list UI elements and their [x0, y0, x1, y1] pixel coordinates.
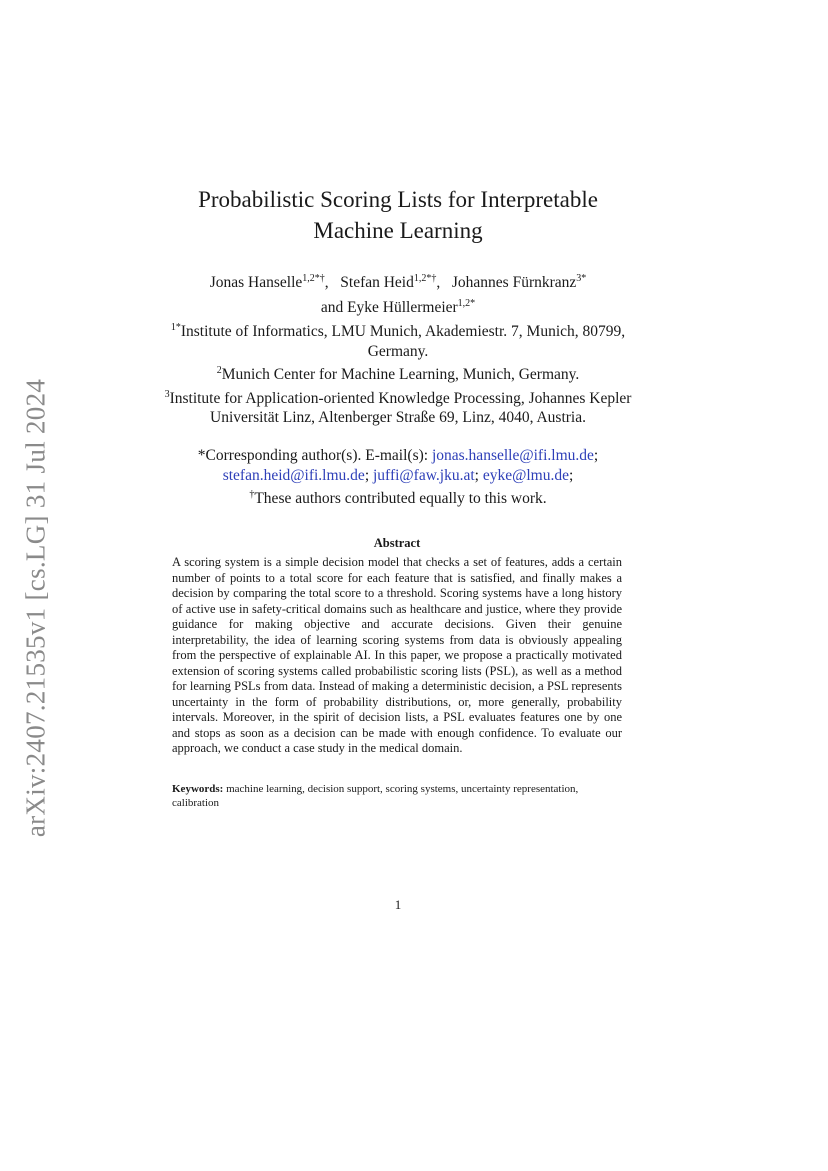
- affiliations: [150, 318, 646, 428]
- paper-title: [130, 184, 666, 246]
- title-line-2: Machine Learning: [313, 218, 483, 243]
- author-name: and Eyke Hüllermeier: [320, 299, 458, 317]
- author-affil-mark: 1,2*†: [302, 273, 325, 284]
- dagger-mark: †: [249, 489, 255, 500]
- page-number: 1: [394, 897, 402, 912]
- affiliation-mark: 1*: [170, 322, 181, 333]
- affiliation-1: [150, 318, 646, 361]
- author-separator: ,: [324, 274, 337, 292]
- affiliation-2: [150, 361, 646, 385]
- affiliation-3: [150, 385, 646, 428]
- affiliation-text: Munich Center for Machine Learning, Munich, Germany.: [221, 366, 580, 384]
- equal-contribution-text: These authors contributed equally to this work.: [254, 490, 547, 508]
- email-link[interactable]: jonas.hanselle@ifi.lmu.de: [431, 447, 594, 464]
- author-name: Jonas Hanselle: [209, 274, 303, 292]
- author-line-2: [130, 293, 666, 318]
- affiliation-mark: 3: [164, 388, 170, 400]
- author-separator: ,: [436, 274, 448, 292]
- correspondence-block: [150, 446, 646, 509]
- keywords: [172, 783, 622, 810]
- keywords-text: machine learning, decision support, scoring systems, uncertainty representation, calibration: [172, 783, 579, 809]
- author-affil-mark: 1,2*†: [413, 273, 437, 284]
- affiliation-text: Institute of Informatics, LMU Munich, Akademiestr. 7, Munich, 80799, Germany.: [180, 323, 626, 360]
- author-affil-mark: 1,2*: [457, 298, 476, 310]
- author-name: Stefan Heid: [340, 274, 414, 292]
- email-link[interactable]: stefan.heid@ifi.lmu.de: [222, 466, 365, 484]
- title-line-1: Probabilistic Scoring Lists for Interpretable: [198, 187, 598, 212]
- author-affil-mark: 3*: [576, 273, 587, 284]
- equal-contribution-note: [150, 485, 646, 509]
- correspondence-emails: *Corresponding author(s). E-mail(s): jonas.hanselle@ifi.lmu.de; stefan.heid@ifi.lmu.de; juffi@faw.jku.at; eyke@lmu.de;: [197, 447, 599, 484]
- arxiv-identifier: arXiv:2407.21535v1 [cs.LG] 31 Jul 2024: [20, 378, 51, 838]
- keywords-label: Keywords:: [172, 783, 224, 795]
- abstract-body: A scoring system is a simple decision model that checks a set of features, adds a certain number of points to a total score for each feature that is satisfied, and finally makes a decision by comparing the total score to a threshold. Scoring systems have a long history of active use in safety-critical domains such as healthcare and justice, where they provide guidance for making objective and accurate decisions. Given their genuine interpretability, the idea of learning scoring systems from data is obviously appealing from the perspective of explainable AI. In this paper, we propose a practically motivated extension of scoring systems called probabilistic scoring lists (PSL), as well as a method for learning PSLs from data. Instead of making a deterministic decision, a PSL represents uncertainty in the form of probability distributions, or, more generally, probability intervals. Moreover, in the spirit of decision lists, a PSL evaluates features one by one and stops as soon as a decision can be made with enough confidence. To evaluate our approach, we conduct a case study in the medical domain.: [172, 555, 622, 755]
- email-link[interactable]: juffi@faw.jku.at: [373, 466, 475, 484]
- affiliation-text: Institute for Application-oriented Knowledge Processing, Johannes Kepler Universität Linz, Altenberger Straße 69, Linz, 4040, Austria.: [169, 389, 632, 427]
- correspondence-label: *Corresponding author(s). E-mail(s):: [197, 447, 432, 464]
- author-line-1: [130, 268, 666, 293]
- author-name: Johannes Fürnkranz: [451, 274, 577, 292]
- author-list: [130, 268, 666, 318]
- email-link[interactable]: eyke@lmu.de: [482, 466, 569, 484]
- abstract-heading: Abstract: [373, 536, 421, 550]
- affiliation-mark: 2: [216, 365, 222, 377]
